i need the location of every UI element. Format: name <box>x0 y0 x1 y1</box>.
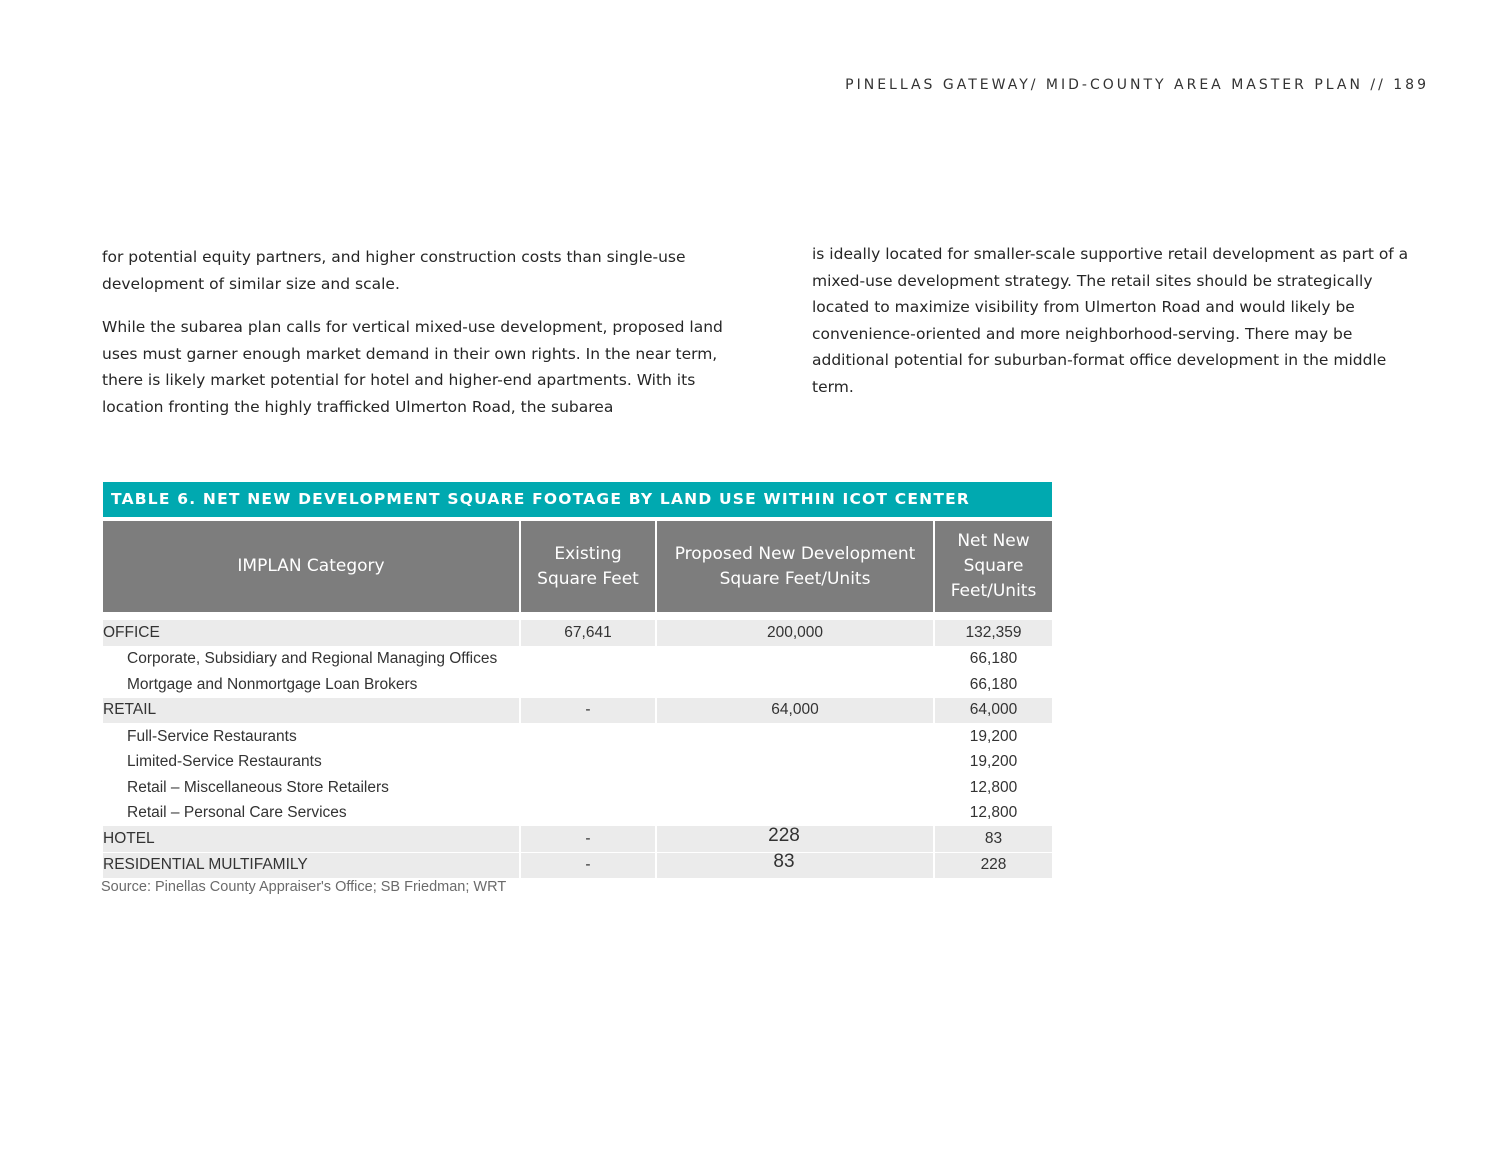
proposed-cell <box>657 826 935 853</box>
category-cell: RETAIL <box>103 698 521 725</box>
table-header-row <box>103 521 1052 612</box>
proposed-cell: 64,000 <box>657 698 935 725</box>
table-row-residential <box>103 853 1052 880</box>
existing-cell: - <box>521 853 657 880</box>
column-header: Net New Square Feet/Units <box>935 521 1052 612</box>
net-cell: 228 <box>935 853 1052 880</box>
table-row <box>103 801 1052 827</box>
paragraph: While the subarea plan calls for vertical mixed-use development, proposed land uses must garner enough market demand in their own rights. In the near term, there is likely market potential for hotel and higher-end apartments. With its location fronting the highly trafficked Ulmerton Road, the subarea <box>102 318 723 416</box>
table-title: TABLE 6. NET NEW DEVELOPMENT SQUARE FOOTAGE BY LAND USE WITHIN ICOT CENTER <box>103 482 1052 517</box>
net-cell: 12,800 <box>969 804 1018 822</box>
existing-cell: 67,641 <box>521 620 657 647</box>
subcategory-cell: Retail – Personal Care Services <box>127 804 347 822</box>
subcategory-cell: Full-Service Restaurants <box>127 727 297 745</box>
table-row <box>103 750 1052 776</box>
body-column-right <box>812 241 1422 400</box>
category-cell: HOTEL <box>103 826 521 853</box>
column-header: Existing Square Feet <box>521 521 657 612</box>
subcategory-cell: Retail – Miscellaneous Store Retailers <box>127 778 389 796</box>
category-cell: OFFICE <box>103 620 521 647</box>
development-table <box>103 482 1052 879</box>
table-row <box>103 775 1052 801</box>
net-cell: 132,359 <box>935 620 1052 647</box>
data-table <box>103 521 1052 879</box>
table-row <box>103 647 1052 673</box>
proposed-cell <box>657 853 935 880</box>
existing-cell: - <box>521 826 657 853</box>
proposed-value: 83 <box>773 851 795 873</box>
net-cell: 19,200 <box>969 753 1018 771</box>
table-row-hotel <box>103 826 1052 853</box>
existing-cell: - <box>521 698 657 725</box>
net-cell: 12,800 <box>969 778 1018 796</box>
net-cell: 66,180 <box>969 675 1018 693</box>
net-cell: 19,200 <box>969 727 1018 745</box>
net-cell: 66,180 <box>969 650 1018 668</box>
paragraph: is ideally located for smaller-scale supportive retail development as part of a mixed-use development strategy. The retail sites should be strategically located to maximize visibility from Ulmerton Road and would likely be convenience-oriented and more neighborhood-serving. There may be additional potential for suburban-format office development in the middle term. <box>812 245 1409 396</box>
proposed-value: 228 <box>768 824 800 846</box>
table-row <box>103 672 1052 698</box>
proposed-cell: 200,000 <box>657 620 935 647</box>
column-header: IMPLAN Category <box>103 521 521 612</box>
table-row-office <box>103 620 1052 647</box>
paragraph: for potential equity partners, and higher construction costs than single-use development of similar size and scale. <box>102 248 686 293</box>
body-column-left <box>102 244 732 420</box>
net-cell: 83 <box>935 826 1052 853</box>
category-cell: RESIDENTIAL MULTIFAMILY <box>103 853 521 880</box>
subcategory-cell: Mortgage and Nonmortgage Loan Brokers <box>127 675 418 693</box>
column-header: Proposed New Development Square Feet/Units <box>657 521 935 612</box>
subcategory-cell: Corporate, Subsidiary and Regional Managing Offices <box>127 650 498 668</box>
table-row-retail <box>103 698 1052 725</box>
running-header: PINELLAS GATEWAY/ MID-COUNTY AREA MASTER PLAN // 189 <box>845 77 1429 93</box>
subcategory-cell: Limited-Service Restaurants <box>127 753 322 771</box>
net-cell: 64,000 <box>935 698 1052 725</box>
table-row <box>103 724 1052 750</box>
table-source-note: Source: Pinellas County Appraiser's Office; SB Friedman; WRT <box>101 879 507 895</box>
